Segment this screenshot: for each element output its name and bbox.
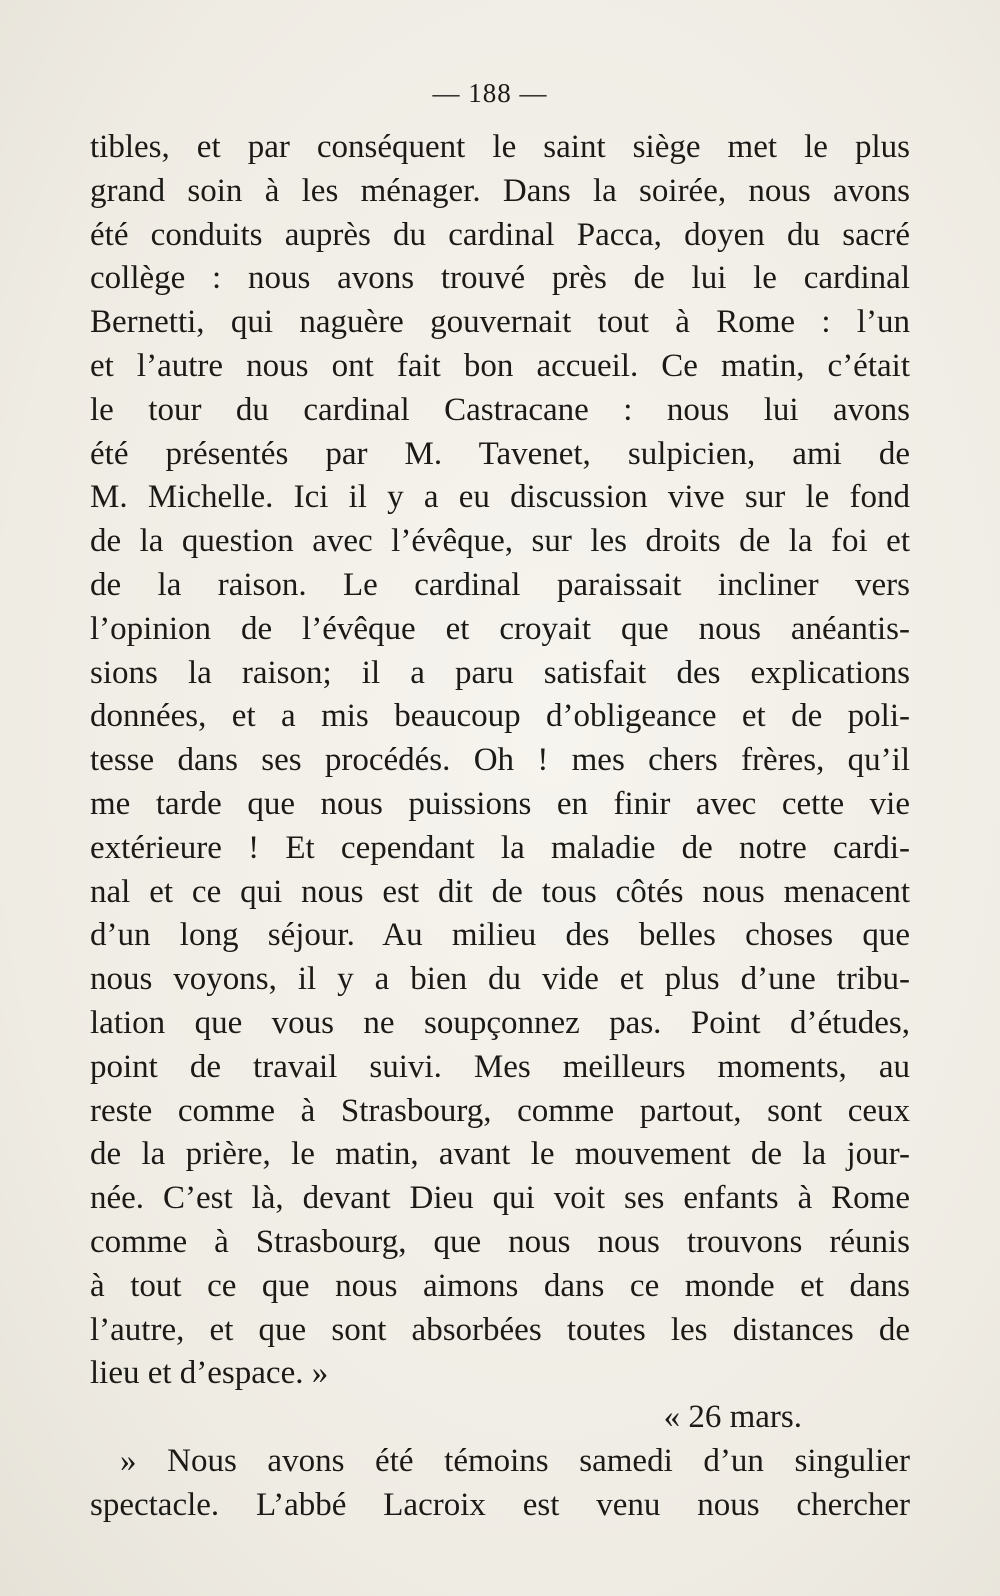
text-line: à tout ce que nous aimons dans ce monde et dans xyxy=(90,1267,910,1304)
body-text xyxy=(90,126,910,1528)
text-line: et l’autre nous ont fait bon accueil. Ce matin, c’était xyxy=(90,347,910,384)
text-line: l’autre, et que sont absorbées toutes les distances de xyxy=(90,1311,910,1348)
text-line: tesse dans ses procédés. Oh ! mes chers frères, qu’il xyxy=(90,742,910,779)
text-line: le tour du cardinal Castracane : nous lui avons xyxy=(90,391,910,428)
text-line: nal et ce qui nous est dit de tous côtés nous menacent xyxy=(90,873,910,910)
text-line: été conduits auprès du cardinal Pacca, doyen du sacré xyxy=(90,216,910,253)
text-line: lation que vous ne soupçonnez pas. Point d’études, xyxy=(90,1004,910,1041)
text-line: de la prière, le matin, avant le mouvement de la jour- xyxy=(90,1136,910,1173)
text-line: sions la raison; il a paru satisfait des explications xyxy=(90,654,910,691)
text-line: de la raison. Le cardinal paraissait incliner vers xyxy=(90,566,910,603)
page-number: — 188 — xyxy=(432,78,548,108)
text-line: données, et a mis beaucoup d’obligeance et de poli- xyxy=(90,698,910,735)
letter-date: « 26 mars. xyxy=(663,1399,802,1436)
text-line: été présentés par M. Tavenet, sulpicien, ami de xyxy=(90,435,910,472)
text-line: comme à Strasbourg, que nous nous trouvons réunis xyxy=(90,1223,910,1260)
text-line: M. Michelle. Ici il y a eu discussion vive sur le fond xyxy=(90,479,910,516)
text-line: de la question avec l’évêque, sur les droits de la foi et xyxy=(90,523,910,560)
text-line: point de travail suivi. Mes meilleurs moments, au xyxy=(90,1048,910,1085)
text-line: Bernetti, qui naguère gouvernait tout à Rome : l’un xyxy=(90,304,910,341)
text-line: tibles, et par conséquent le saint siège met le plus xyxy=(90,129,910,165)
text-line: extérieure ! Et cependant la maladie de notre cardi- xyxy=(90,829,910,866)
text-line: spectacle. L’abbé Lacroix est venu nous chercher xyxy=(90,1486,910,1523)
text-line: reste comme à Strasbourg, comme partout, sont ceux xyxy=(90,1092,910,1129)
text-line: » Nous avons été témoins samedi d’un singulier xyxy=(120,1442,910,1479)
text-line: d’un long séjour. Au milieu des belles choses que xyxy=(90,917,910,954)
text-line: collège : nous avons trouvé près de lui le cardinal xyxy=(90,260,910,297)
text-line: me tarde que nous puissions en finir avec cette vie xyxy=(90,785,910,822)
text-line: l’opinion de l’évêque et croyait que nous anéantis- xyxy=(90,610,910,647)
text-line: née. C’est là, devant Dieu qui voit ses enfants à Rome xyxy=(90,1180,910,1217)
text-line: nous voyons, il y a bien du vide et plus d’une tribu- xyxy=(90,961,910,998)
text-line: grand soin à les ménager. Dans la soirée, nous avons xyxy=(90,172,910,209)
text-line: lieu et d’espace. » xyxy=(90,1355,329,1392)
